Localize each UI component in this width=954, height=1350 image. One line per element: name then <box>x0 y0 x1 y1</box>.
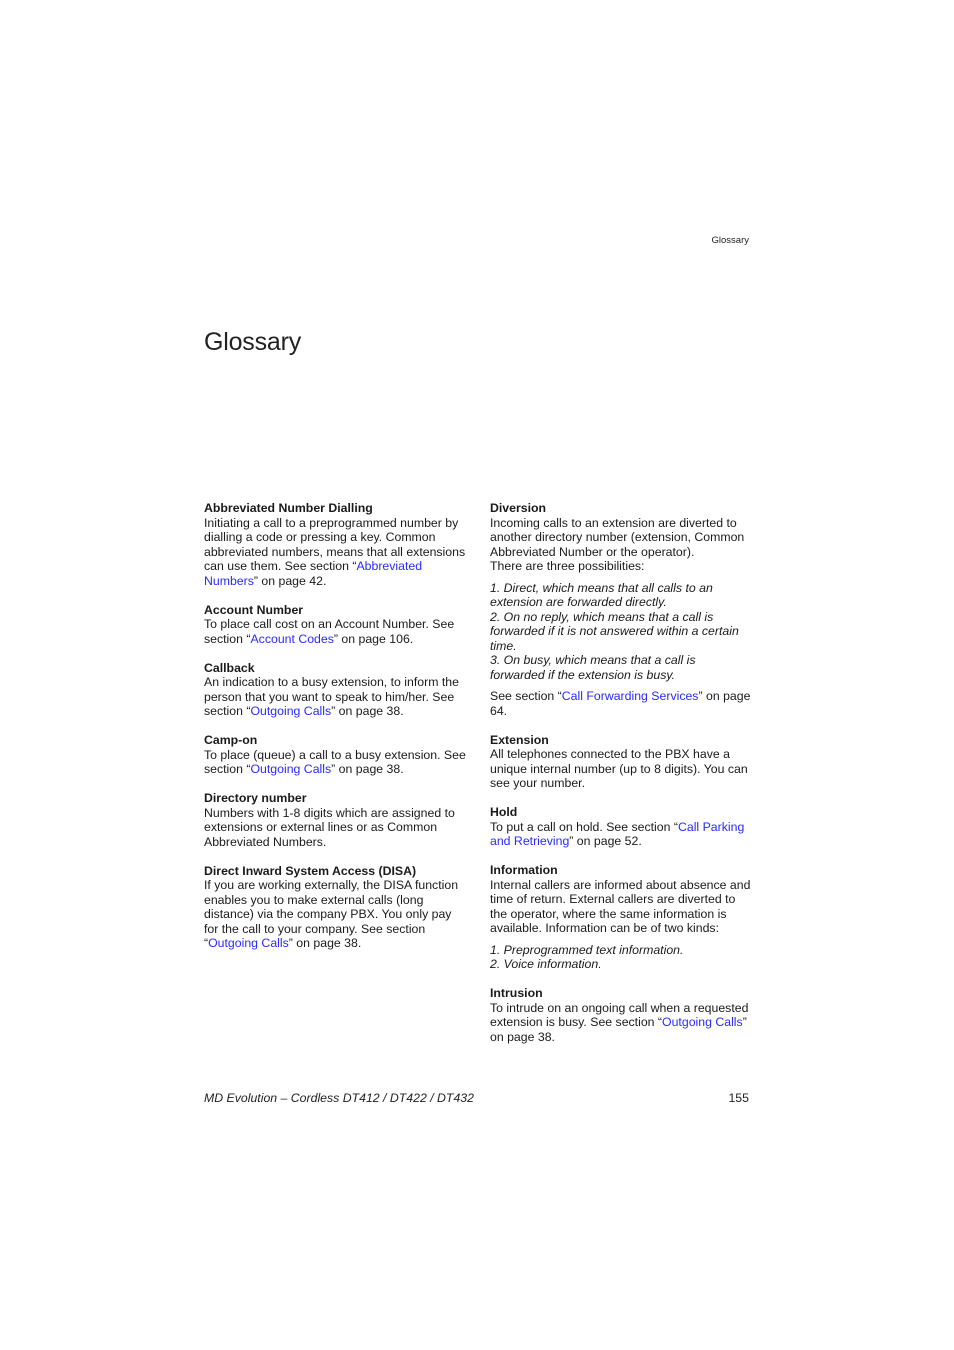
list-item: 2. On no reply, which means that a call is forwarded if it is not answered within a certain time. <box>490 609 739 653</box>
glossary-definition <box>490 820 752 849</box>
glossary-left-column <box>204 501 466 965</box>
link-outgoing-calls[interactable]: Outgoing Calls <box>662 1015 743 1029</box>
glossary-entry-intrusion <box>490 986 752 1044</box>
glossary-definition: Incoming calls to an extension are diverted to another directory number (extension, Common Abbreviated Number or the operator). <box>490 515 745 559</box>
glossary-term: Callback <box>204 660 255 675</box>
glossary-definition <box>204 878 466 951</box>
glossary-definition <box>204 617 466 646</box>
glossary-entry-diversion <box>490 501 752 718</box>
definition-text: An indication to a busy extension, to inform the person that you want to speak to him/her. See section “ <box>204 675 459 718</box>
page-number: 155 <box>728 1091 749 1105</box>
definition-page-ref: ” on page 106. <box>333 631 414 646</box>
definition-text: To intrude on an ongoing call when a requested extension is busy. See section “ <box>490 1000 749 1029</box>
glossary-entry-disa <box>204 864 466 951</box>
definition-page-ref: ” on page 38. <box>490 1015 747 1044</box>
link-call-forwarding-services[interactable]: Call Forwarding Services <box>561 689 699 703</box>
definition-page-ref: ” on page 52. <box>569 834 642 848</box>
glossary-term: Camp-on <box>204 733 258 747</box>
definition-text: Initiating a call to a preprogrammed number by dialling a code or pressing a key. Common abbreviated numbers, means that all extensions can use them. See section “ <box>204 515 466 573</box>
definition-text: To place (queue) a call to a busy extension. See section “ <box>204 747 466 776</box>
page-title: Glossary <box>204 328 302 356</box>
definition-page-ref: ” on page 42. <box>253 573 327 588</box>
glossary-term: Information <box>490 863 558 877</box>
link-outgoing-calls[interactable]: Outgoing Calls <box>250 704 332 718</box>
glossary-right-column <box>490 501 752 1059</box>
list-item: 1. Preprogrammed text information. <box>490 942 684 957</box>
glossary-term: Abbreviated Number Dialling <box>204 501 373 515</box>
definition-text: To place call cost on an Account Number. See section “ <box>204 617 455 646</box>
glossary-entry-callback <box>204 661 466 719</box>
definition-text: If you are working externally, the DISA function enables you to make external calls (long distance) via the company PBX. You only pay for the call to your company. See section “ <box>204 878 459 950</box>
definition-page-ref: ” on page 38. <box>331 704 404 718</box>
glossary-entry-camp-on <box>204 733 466 777</box>
glossary-term: Account Number <box>204 602 304 617</box>
glossary-term: Direct Inward System Access (DISA) <box>204 863 417 878</box>
glossary-term: Extension <box>490 732 549 747</box>
glossary-definition <box>204 748 466 777</box>
glossary-term: Intrusion <box>490 986 543 1000</box>
glossary-entry-abbreviated-number-dialling <box>204 501 466 588</box>
link-outgoing-calls[interactable]: Outgoing Calls <box>250 762 332 776</box>
glossary-entry-directory-number <box>204 791 466 849</box>
glossary-definition: Numbers with 1-8 digits which are assigned to extensions or external lines or as Common Abbreviated Numbers. <box>204 805 455 849</box>
list-item: 2. Voice information. <box>490 957 602 971</box>
glossary-definition-line: There are three possibilities: <box>490 559 645 573</box>
glossary-definition: Internal callers are informed about absence and time of return. External callers are diverted to the operator, where the same information is available. Information can be of two kinds: <box>490 877 751 935</box>
glossary-entry-extension <box>490 733 752 791</box>
glossary-definition <box>204 516 466 589</box>
glossary-see-also <box>490 689 752 718</box>
glossary-term: Hold <box>490 805 518 819</box>
glossary-definition <box>204 675 466 719</box>
footer-document-title: MD Evolution – Cordless DT412 / DT422 / DT432 <box>204 1091 474 1105</box>
glossary-definition: All telephones connected to the PBX have a unique internal number (up to 8 digits). You can see your number. <box>490 747 748 790</box>
glossary-entry-account-number <box>204 603 466 647</box>
link-outgoing-calls[interactable]: Outgoing Calls <box>208 936 289 950</box>
glossary-entry-hold <box>490 805 752 849</box>
list-item: 1. Direct, which means that all calls to an extension are forwarded directly. <box>490 580 713 609</box>
list-item: 3. On busy, which means that a call is forwarded if the extension is busy. <box>490 653 696 682</box>
definition-page-ref: ” on page 38. <box>331 762 404 776</box>
running-header: Glossary <box>711 235 749 246</box>
definition-text: See section “ <box>490 689 562 703</box>
glossary-entry-information <box>490 863 752 972</box>
link-account-codes[interactable]: Account Codes <box>250 631 334 646</box>
glossary-term: Directory number <box>204 791 307 805</box>
definition-text: To put a call on hold. See section “ <box>490 819 678 834</box>
definition-page-ref: ” on page 64. <box>490 689 751 718</box>
glossary-term: Diversion <box>490 501 547 515</box>
link-call-parking-and-retrieving[interactable]: Call Parking and Retrieving <box>490 819 745 848</box>
link-abbreviated-numbers[interactable]: Abbreviated Numbers <box>204 559 423 588</box>
definition-page-ref: ” on page 38. <box>288 936 362 950</box>
glossary-definition <box>490 1001 752 1045</box>
